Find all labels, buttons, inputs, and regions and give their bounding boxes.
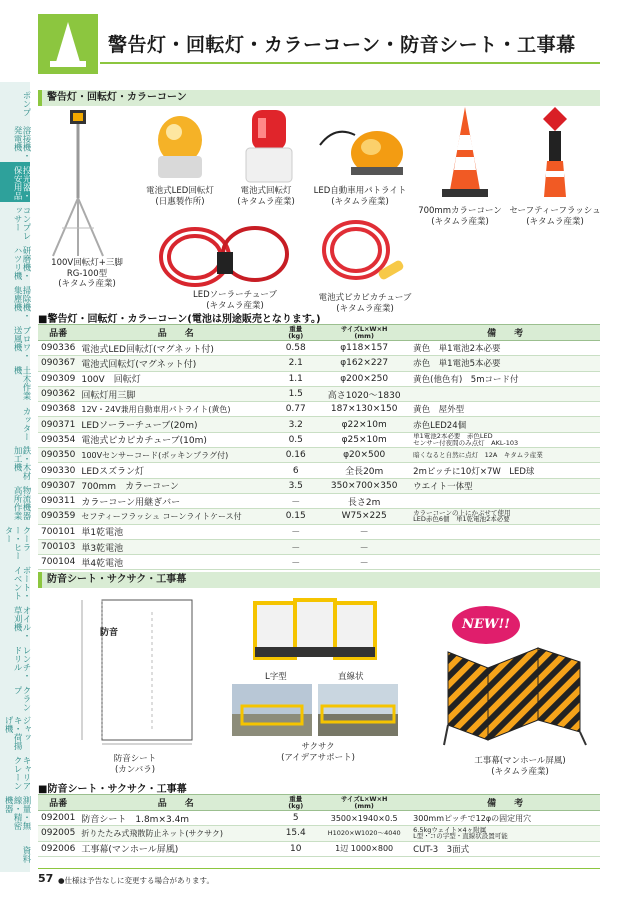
battery-rotating-light-photo: [242, 108, 296, 186]
table-row: 090311 カラーコーン用継ぎバー － 長さ2m: [38, 493, 600, 508]
table-row: 700104 単4乾電池 － －: [38, 555, 600, 570]
caption-patrol-light: LED自動車用パトライト (キタムラ産業): [313, 186, 407, 207]
table-header-row: [38, 795, 600, 811]
caption-straight: 直線状: [338, 672, 364, 682]
traffic-cone-icon: [38, 14, 98, 74]
table-row: 090350 100Vセンサーコード(ポッキンプラグ付) 0.16 φ20×500 暗くなると自然に点灯 12A キタムラ産業: [38, 448, 600, 463]
tripod-light-photo: [48, 108, 108, 258]
caption-sheet: 防音シート (カンバラ): [113, 754, 157, 775]
sidebar-item-cutter[interactable]: カッター: [21, 407, 31, 441]
sidebar-item-cleaner[interactable]: 掃除機・集塵機: [12, 286, 31, 320]
col-size: サイズL×W×H (mm): [318, 795, 410, 811]
sidebar-item-civil[interactable]: 土木作業機: [12, 366, 31, 400]
page-title: 警告灯・回転灯・カラーコーン・防音シート・工事幕: [108, 34, 576, 56]
new-badge: NEW!!: [452, 606, 520, 644]
col-no: 品番: [38, 325, 78, 341]
sidebar-item-wrench[interactable]: レンチ・ドリル: [12, 646, 31, 680]
section-warning-lights: 警告灯・回転灯・カラーコーン: [38, 90, 600, 106]
table-row: 090359 セフティーフラッシュ コーンライトケース付 0.15 W75×225 カラーコーンの上にかぶせて使用 LED赤色6個 単1乾電池2本必要: [38, 509, 600, 524]
page-number: 57: [38, 872, 54, 885]
caption-solar-tube: LEDソーラーチューブ (キタムラ産業): [193, 290, 277, 311]
table-row: 092001 防音シート 1.8m×3.4m 5 3500×1940×0.5 300mmピッチで12φの固定用穴: [38, 811, 600, 826]
patrol-light-photo: [315, 115, 405, 180]
caption-pika-tube: 電池式ピカピカチューブ (キタムラ産業): [318, 293, 412, 314]
table-header-row: [38, 325, 600, 341]
col-name: 品 名: [78, 795, 273, 811]
caption-l-shape: L字型: [265, 672, 287, 682]
col-weight: 重量 (kg): [273, 795, 318, 811]
footer-line: [38, 868, 600, 869]
caption-sakusaku: サクサク (アイデアサポート): [281, 742, 355, 763]
sakusaku-fence-photo: [250, 595, 380, 667]
sidebar-item-jack[interactable]: ジャッキ・荷揚げ機: [3, 716, 31, 750]
table-row: 090362 回転灯用三脚 1.5 高さ1020～1830: [38, 386, 600, 401]
table-row: 700103 単3乾電池 － －: [38, 539, 600, 554]
construction-curtain-photo: [440, 630, 590, 748]
sidebar-item-boat[interactable]: ボート・イベント: [12, 566, 31, 600]
sidebar-item-floodlight[interactable]: 投光器・保安用品: [0, 162, 30, 202]
table-row: 090309 100V 回転灯 1.1 φ200×250 黄色(他色有) 5mコード付: [38, 371, 600, 386]
table-row: 090368 12V・24V兼用自動車用パトライト(黄色) 0.77 187×130×150 黄色 屋外型: [38, 402, 600, 417]
l-shape-photo: [232, 684, 312, 736]
col-note: 備 考: [410, 795, 600, 811]
sidebar-item-pump[interactable]: ポンプ: [21, 91, 31, 117]
sidebar-item-cooler[interactable]: クーラー・ヒーター: [3, 526, 31, 560]
table-row: 090367 電池式回転灯(マグネット付) 2.1 φ162×227 赤色 単1電池5本必要: [38, 356, 600, 371]
table-row: 090307 700mm カラーコーン 3.5 350×700×350 ウエイト一体型: [38, 478, 600, 493]
sidebar-item-docs[interactable]: 資料: [21, 845, 31, 863]
table1-title: ■警告灯・回転灯・カラーコーン(電池は別途販売となります。): [38, 314, 321, 325]
col-no: 品番: [38, 795, 78, 811]
table-row: 090330 LEDスズラン灯 6 全長20m 2mピッチに10灯×7W LED球: [38, 463, 600, 478]
pika-tube-photo: [318, 215, 408, 290]
sidebar-item-clamp[interactable]: クランプ: [12, 686, 31, 712]
soundproof-table: [38, 794, 600, 857]
col-size: サイズL×W×H (mm): [318, 325, 410, 341]
col-weight: 重量 (kg): [273, 325, 318, 341]
sidebar-item-oil[interactable]: オイル・草刈機: [12, 606, 31, 640]
table-row: 090336 電池式LED回転灯(マグネット付) 0.58 φ118×157 黄色 単1電池2本必要: [38, 341, 600, 356]
solar-tube-photo: [155, 222, 295, 292]
table2-title: ■防音シート・サクサク・工事幕: [38, 784, 187, 795]
category-sidebar: [0, 82, 30, 872]
sidebar-item-logistics[interactable]: 物流機器高所作業: [12, 486, 31, 520]
sidebar-item-compressor[interactable]: コンプレッサー: [12, 206, 31, 240]
col-note: 備 考: [410, 325, 600, 341]
caption-battery-light: 電池式回転灯 (キタムラ産業): [237, 186, 295, 207]
sidebar-item-crane[interactable]: キャリアクレーン: [12, 756, 31, 790]
safety-flash-photo: [540, 105, 570, 200]
sidebar-item-blower[interactable]: ブロワ・送風機: [12, 326, 31, 360]
title-underline: [100, 62, 600, 64]
sidebar-item-wood[interactable]: 鉄・木材加工機: [12, 446, 31, 480]
caption-tripod: 100V回転灯+三脚 RG-100型 (キタムラ産業): [51, 258, 123, 290]
drawing-label: 防音: [100, 628, 119, 638]
table-row: 090354 電池式ピカピカチューブ(10m) 0.5 φ25×10m 単1電池2本必要 赤色LED センサー付夜間のみ点灯 AKL-103: [38, 432, 600, 447]
caption-cone: 700mmカラーコーン (キタムラ産業): [418, 206, 502, 227]
section-soundproof: 防音シート・サクサク・工事幕: [38, 572, 600, 588]
col-name: 品 名: [78, 325, 273, 341]
straight-photo: [318, 684, 398, 736]
sidebar-item-survey[interactable]: 測量・無線・精密機器: [3, 796, 31, 830]
table-row: 700101 単1乾電池 － －: [38, 524, 600, 539]
table-row: 092006 工事幕(マンホール屏風) 10 1辺 1000×800 CUT-3 3面式: [38, 841, 600, 856]
led-rotating-light-photo: [152, 112, 208, 182]
caption-led-light: 電池式LED回転灯 (日惠製作所): [146, 186, 214, 207]
color-cone-photo: [440, 105, 490, 200]
footer-note: ●仕様は予告なしに変更する場合があります。: [58, 876, 214, 885]
table-row: 092005 折りたたみ式飛散防止ネット(サクサク) 15.4 H1020×W1020～4040 6.5kgウェイト×4ヶ附属 L型・コの字型・直線状設置可能: [38, 826, 600, 841]
caption-curtain: 工事幕(マンホール屏風) (キタムラ産業): [474, 756, 566, 777]
warning-lights-table: [38, 324, 600, 570]
table-row: 090371 LEDソーラーチューブ(20m) 3.2 φ22×10m 赤色LED24個: [38, 417, 600, 432]
sidebar-item-grinder[interactable]: 研磨機・ハツリ機: [12, 246, 31, 280]
sidebar-item-welder[interactable]: 溶接機・発電機: [12, 126, 31, 160]
caption-flash: セーフティーフラッシュ (キタムラ産業): [509, 206, 601, 227]
soundproof-sheet-drawing: [62, 592, 222, 752]
